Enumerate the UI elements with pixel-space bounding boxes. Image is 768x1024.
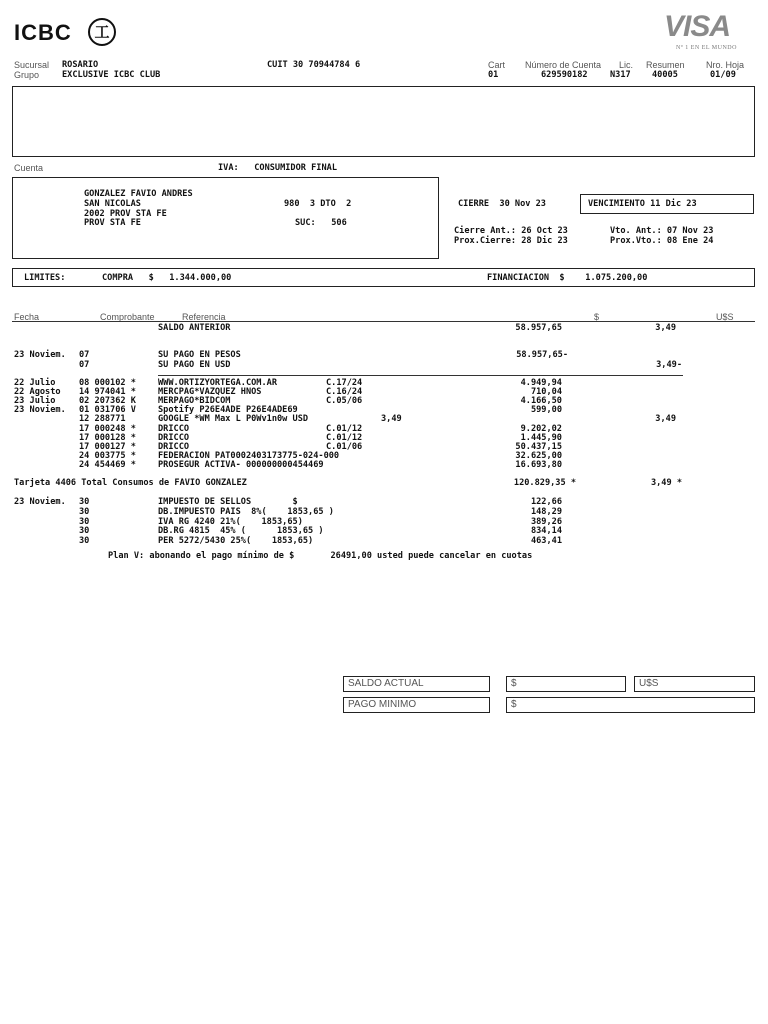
consumo-cuota: C.01/12	[326, 432, 363, 443]
impuesto-comprobante: 30	[79, 506, 90, 517]
saldo-anterior-usd: 3,49	[655, 323, 676, 333]
cart-label: Cart	[488, 60, 506, 70]
saldo-anterior-pesos: 58.957,65	[515, 323, 562, 333]
pago-pesos: 58.957,65-	[516, 350, 568, 360]
impuesto-pesos: 389,26	[530, 516, 562, 527]
pago-referencia: SU PAGO EN USD	[158, 360, 231, 370]
prox-vto: Prox.Vto.: 08 Ene 24	[610, 236, 714, 246]
impuesto-comprobante: 30	[79, 516, 90, 527]
impuesto-referencia: PER 5272/5430 25%( 1853,65)	[158, 536, 314, 547]
grupo-value: EXCLUSIVE ICBC CLUB	[62, 70, 161, 80]
col-comprobante: Comprobante	[100, 312, 155, 322]
saldo-actual-pesos-field: $	[506, 676, 626, 692]
icbc-logo: ICBC	[14, 20, 72, 45]
consumo-referencia: MERPAGO*BIDCOM	[158, 396, 231, 407]
consumo-comprobante: 17 000248 *	[79, 423, 136, 434]
hoja-label: Nro. Hoja	[706, 60, 745, 70]
consumo-referencia: DRICCO	[158, 432, 190, 443]
consumo-pesos: 16.693,80	[515, 459, 562, 470]
holder-name: GONZALEZ FAVIO ANDRES	[84, 189, 193, 199]
impuesto-referencia: DB.IMPUESTO PAIS 8%( 1853,65 )	[158, 506, 334, 517]
cuit-value: CUIT 30 70944784 6	[267, 60, 361, 70]
consumo-fecha: 22 Agosto	[14, 387, 61, 398]
message-box	[12, 86, 755, 157]
numero-cuenta-label: Número de Cuenta	[525, 60, 602, 70]
pago-referencia: SU PAGO EN PESOS	[158, 350, 241, 360]
lic-label: Lic.	[619, 60, 634, 70]
impuesto-referencia: DB.RG 4815 45% ( 1853,65 )	[158, 526, 324, 537]
col-pesos: $	[594, 312, 600, 322]
consumo-referencia: DRICCO	[158, 441, 190, 452]
consumo-pesos: 4.166,50	[520, 396, 562, 407]
consumo-referencia: MERCPAG*VAZQUEZ HNOS	[158, 387, 262, 398]
visa-subtitle: Nº 1 EN EL MUNDO	[676, 45, 737, 51]
pago-comprobante: 07	[79, 360, 90, 370]
consumo-cuota: C.01/12	[326, 423, 363, 434]
consumo-fecha: 23 Julio	[14, 396, 56, 407]
sucursal-code: SUC: 506	[295, 218, 347, 228]
impuesto-fecha: 23 Noviem.	[14, 497, 66, 507]
saldo-anterior-label: SALDO ANTERIOR	[158, 323, 231, 333]
sucursal-label: Sucursal	[14, 60, 50, 70]
consumo-comprobante: 17 000128 *	[79, 432, 136, 443]
limite-compra: COMPRA $ 1.344.000,00	[102, 273, 232, 283]
consumo-comprobante: 02 207362 K	[79, 396, 136, 407]
consumo-comprobante: 08 000102 *	[79, 378, 136, 388]
consumo-cuota: C.17/24	[326, 378, 363, 388]
consumo-cuota: C.05/06	[326, 396, 363, 407]
resumen-label: Resumen	[646, 60, 685, 70]
impuesto-pesos: 834,14	[530, 526, 562, 537]
saldo-actual-label: SALDO ACTUAL	[343, 676, 490, 692]
consumo-referencia: WWW.ORTIZYORTEGA.COM.AR	[158, 378, 277, 388]
cuenta-label: Cuenta	[14, 163, 44, 173]
consumo-monto-origen: 3,49	[381, 414, 402, 425]
consumo-referencia: GOOGLE *WM Max L P0Wv1n0w USD	[158, 414, 309, 425]
plan-v-note: Plan V: abonando el pago mínimo de $ 26491,00 usted puede cancelar en cuotas	[108, 551, 533, 561]
consumo-pesos: 50.437,15	[515, 441, 562, 452]
consumo-pesos: 9.202,02	[520, 423, 562, 434]
consumo-comprobante: 24 003775 *	[79, 450, 136, 461]
pago-comprobante: 07	[79, 350, 90, 360]
header-divider	[12, 321, 755, 322]
limite-financiacion: FINANCIACION $ 1.075.200,00	[487, 273, 648, 283]
consumo-referencia: Spotify P26E4ADE P26E4ADE69	[158, 405, 298, 416]
numero-cuenta-value: 629590182	[541, 70, 588, 80]
cierre-anterior: Cierre Ant.: 26 Oct 23	[454, 226, 568, 236]
resumen-value: 40005	[652, 70, 678, 80]
address-city: 2002 PROV STA FE	[84, 209, 167, 219]
consumo-comprobante: 12 288771	[79, 414, 126, 425]
pagos-divider	[158, 375, 683, 376]
consumo-pesos: 710,04	[530, 387, 562, 398]
consumo-referencia: PROSEGUR ACTIVA- 000000000454469	[158, 459, 324, 470]
col-usd: U$S	[716, 312, 734, 322]
lic-value: N317	[610, 70, 631, 80]
impuesto-pesos: 463,41	[530, 536, 562, 547]
impuesto-pesos: 122,66	[530, 497, 562, 507]
icbc-emblem-icon: 工	[88, 18, 116, 46]
consumo-comprobante: 24 454469 *	[79, 459, 136, 470]
consumo-cuota: C.16/24	[326, 387, 363, 398]
hoja-value: 01/09	[710, 70, 736, 80]
consumo-referencia: DRICCO	[158, 423, 190, 434]
consumo-referencia: FEDERACION PAT0002403173775-024-000	[158, 450, 340, 461]
col-fecha: Fecha	[14, 312, 40, 322]
pago-minimo-label: PAGO MINIMO	[343, 697, 490, 713]
address-street: SAN NICOLAS	[84, 199, 141, 209]
col-referencia: Referencia	[182, 312, 226, 322]
visa-logo: VISA	[664, 10, 731, 43]
consumo-comprobante: 01 031706 V	[79, 405, 136, 416]
consumo-usd: 3,49	[655, 414, 676, 425]
address-number: 980 3 DTO 2	[284, 199, 352, 209]
vencimiento-date: VENCIMIENTO 11 Dic 23	[588, 199, 697, 209]
pago-fecha: 23 Noviem.	[14, 350, 66, 360]
impuesto-comprobante: 30	[79, 536, 90, 547]
impuesto-pesos: 148,29	[530, 506, 562, 517]
impuesto-comprobante: 30	[79, 497, 90, 507]
consumo-fecha: 22 Julio	[14, 378, 56, 388]
consumo-fecha: 23 Noviem.	[14, 405, 66, 416]
consumo-comprobante: 17 000127 *	[79, 441, 136, 452]
sucursal-value: ROSARIO	[62, 60, 99, 70]
total-pesos: 120.829,35 *	[513, 478, 576, 488]
pago-minimo-field: $	[506, 697, 755, 713]
iva-condition: IVA: CONSUMIDOR FINAL	[218, 163, 337, 173]
total-label: Tarjeta 4406 Total Consumos de FAVIO GONZALEZ	[14, 478, 247, 488]
vto-anterior: Vto. Ant.: 07 Nov 23	[610, 226, 714, 236]
limites-label: LIMITES:	[24, 273, 66, 283]
impuesto-referencia: IVA RG 4240 21%( 1853,65)	[158, 516, 303, 527]
cart-value: 01	[488, 70, 499, 80]
total-usd: 3,49 *	[650, 478, 682, 488]
consumo-pesos: 599,00	[530, 405, 562, 416]
consumo-pesos: 32.625,00	[515, 450, 562, 461]
address-province: PROV STA FE	[84, 218, 141, 228]
grupo-label: Grupo	[14, 70, 40, 80]
prox-cierre: Prox.Cierre: 28 Dic 23	[454, 236, 568, 246]
consumo-comprobante: 14 974041 *	[79, 387, 136, 398]
consumo-pesos: 1.445,90	[520, 432, 562, 443]
consumo-pesos: 4.949,94	[520, 378, 562, 388]
pago-usd: 3,49-	[656, 360, 682, 370]
consumo-cuota: C.01/06	[326, 441, 363, 452]
impuesto-comprobante: 30	[79, 526, 90, 537]
impuesto-referencia: IMPUESTO DE SELLOS $	[158, 497, 298, 507]
cierre-date: CIERRE 30 Nov 23	[458, 199, 546, 209]
saldo-actual-usd-field: U$S	[634, 676, 755, 692]
address-box	[12, 177, 439, 259]
